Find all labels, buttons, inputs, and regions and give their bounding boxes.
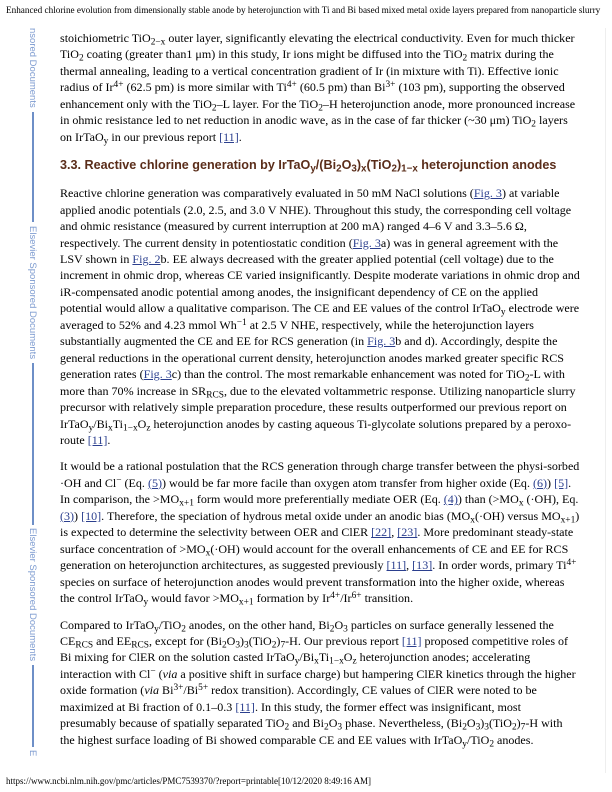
sidebar-watermark-partial-bottom: E [27,750,38,757]
equation-link[interactable]: (3) [60,508,75,523]
paragraph-bi-comparison: Compared to IrTaO$_y$/TiO$_2$ anodes, on the other hand, $Bi_2O_3$ particles on surface generally lessened the $CE_{RCS}$ and $EE_{RCS}$, except for $(Bi_2O_3)_3(TiO_2)_7-H$. Our previous report [11] proposed competitive roles of Bi mixing for ClER on the solution casted $IrTaO_y/Bi_xTi_{1-x}O_z$ heterojunction anodes; accelerating interaction with Cl− (via a positive shift in surface charge) but hampering ClER kinetics through the higher oxide formation (via $Bi^{3+}/Bi^{5+}$ redox transition). Accordingly, CE values of ClER were noted to be maximized at Bi fraction of 0.1–0.3 [11]. In this study, the former effect was insignificant, most presumably because of spatially separated TiO$_2$ and $Bi_2O_3$ phase. Nevertheless, $(Bi_2O_3)_3(TiO_2)_7-H$ with the highest surface loading of Bi showed comparable CE and EE values with IrTaO$_y$/TiO$_2$ anodes. [60,617,576,750]
article-body [60,30,580,758]
figure-link[interactable]: Fig. 3 [473,186,502,201]
citation-link[interactable]: [11] [401,633,422,648]
citation-link[interactable]: [13] [412,558,433,573]
sidebar-watermark: Elsevier Sponsored Documents [27,528,38,662]
figure-link[interactable]: Fig. 3 [367,334,396,349]
equation-link[interactable]: (6) [532,475,548,490]
citation-link[interactable]: [10] [81,508,102,523]
running-header-title: Enhanced chlorine evolution from dimensionally stable anode by heterojunction with Ti and Bi based mixed metal oxide layers prepared from nanoparticle slurry [6,5,601,15]
citation-link[interactable]: [11] [87,432,108,447]
sidebar-rule [32,363,34,525]
paragraph-ir-diffusion: stoichiometric TiO$_{2-x}$ outer layer, significantly elevating the electrical conductivity. Even for much thicker TiO$_2$ coating (greater than1 μm) in this study, Ir ions might be diffused into the TiO$_2$ matrix during the thermal annealing, leading to a vertical concentration gradient of Ir (in mixture with Ti). Effective ionic radius of $Ir^{4+}$ (62.5 pm) is more similar with $Ti^{4+}$ (60.5 pm) than $Bi^{3+}$ (103 pm), supporting the observed enhancement only with the TiO$_2$–L layer. For the TiO$_2$–H heterojunction anode, more pronounced increase in ohmic resistance led to net reduction in anodic wave, as in the case of far thicker (~30 μm) TiO$_2$ layers on IrTaO$_y$ in our previous report [11]. [60,31,576,147]
sponsored-documents-sidebar [26,28,40,758]
paragraph-rcs-postulation: It would be a rational postulation that the RCS generation through charge transfer between the physi-sorbed ·OH and Cl− (Eq. (5)) would be far more facile than oxygen atom transfer from higher oxide (Eq. (6)) [5]. In comparison, the $>MO_{x+1}$ form would more preferentially mediate OER (Eq. (4)) than ($>MO_x$ (·OH), Eq. (3)) [10]. Therefore, the speciation of hydrous metal oxide under an anodic bias ($MO_x(\cdot OH)$ versus $MO_{x+1}$) is expected to determine the selectivity between OER and ClER [22], [23]. More predominant steady-state surface concentration of $>MO_x(\cdot OH)$ would account for the overall enhancements of CE and EE for RCS generation on heterojunction architectures, as suggested previously [11], [13]. In order words, primary $Ti^{4+}$ species on surface of heterojunction anodes would prevent transformation into the higher oxide, whereas the control IrTaO$_y$ would favor $>MO_{x+1}$ formation by $Ir^{4+}/Ir^{6+}$ transition. [60,459,580,608]
citation-link[interactable]: [11] [235,699,255,714]
equation-link[interactable]: (5) [147,475,162,490]
paragraph-rcs-evaluation: Reactive chlorine generation was comparatively evaluated in 50 mM NaCl solutions (Fig. 3) at variable applied anodic potentials (2.0, 2.5, and 3.0 V NHE). Throughout this study, the corresponding cell voltage and ohmic resistance (measured by current interruption at 200 mA) ranged 4–6 V and 3.3–5.6 Ω, respectively. The current density in potentiostatic condition (Fig. 3a) was in general agreement with the LSV shown in Fig. 2b. EE always decreased with the greater applied potential (cell voltage) due to the increment in ohmic drop, whereas CE varied insignificantly. Despite moderate variations in ohmic drop and iR-compensated anodic potential among anodes, the insignificant dependency of CE on the applied potential would allow a qualitative comparison. The CE and EE values of the control IrTaO$_y$ electrode were averaged to 52% and 4.23 mmol $Wh^{-1}$ at 2.5 V NHE, respectively, while the heterojunction layers substantially augmented the CE and EE for RCS generation (in Fig. 3b and d). Accordingly, despite the general reductions in the operational current density, heterojunction anodes marked greater specific RCS generation rates (Fig. 3c) than the control. The most remarkable enhancement was noted for TiO$_2$-L with more than 70% increase in $SR_{RCS}$, due to the elevated voltammetric response. Utilizing nanoparticle slurry precursor with relatively simple preparation procedure, these results outperformed our previous report on $IrTaO_y/Bi_xTi_{1-x}O_z$ heterojunction anodes by casting aqueous Ti-glycolate solutions prepared by a peroxo-route [11]. [60,186,580,447]
figure-link[interactable]: Fig. 2 [132,251,161,266]
citation-link[interactable]: [22] [371,525,392,540]
sidebar-watermark-partial-top: nsored Documents [27,28,38,108]
page-edge-rule [605,28,606,773]
figure-link[interactable]: Fig. 3 [143,367,172,382]
sidebar-watermark: Elsevier Sponsored Documents [27,226,38,360]
citation-link[interactable]: [11] [386,558,407,573]
figure-link[interactable]: Fig. 3 [352,235,381,250]
section-heading: 3.3. Reactive chlorine generation by $IrTaO_y/(Bi_2O_3)_x(TiO_2)_{1-x}$ heterojunction anodes [60,158,557,175]
citation-link[interactable]: [23] [397,525,418,540]
equation-link[interactable]: (4) [443,492,458,507]
sidebar-rule [32,112,34,222]
sidebar-rule [32,665,34,747]
citation-link[interactable]: [11] [219,129,239,144]
footer-source-url: https://www.ncbi.nlm.nih.gov/pmc/articles/PMC7539370/?report=printable[10/12/2020 8:49:16 AM] [6,776,371,786]
citation-link[interactable]: [5] [554,475,569,490]
